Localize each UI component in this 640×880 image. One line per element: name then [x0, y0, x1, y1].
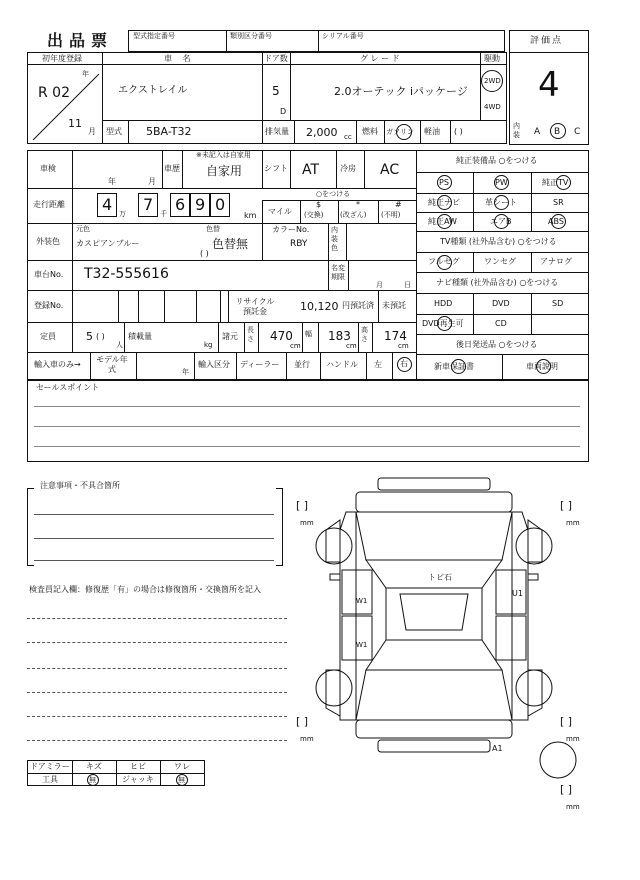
damage-mark-windshield: トビ石 — [428, 573, 452, 582]
car-name-label: 車 名 — [164, 54, 195, 63]
mileage-digit: 6 — [175, 195, 186, 214]
displacement-label: 排気量 — [265, 127, 289, 136]
repaint-label: 色替 — [206, 225, 220, 233]
mileage-label: 走行距離 — [33, 200, 65, 209]
chassis-label: 車台No. — [34, 270, 64, 279]
page-title: 出品票 — [47, 31, 114, 50]
car-diagram — [296, 470, 596, 800]
equip-tv: 純正TV — [542, 178, 569, 187]
registration-era: R 02 — [38, 85, 70, 101]
recycle-note: 円預託済 — [342, 301, 374, 310]
length-label: 長さ — [247, 326, 254, 343]
equip-pw: PW — [495, 178, 508, 187]
legend-cell: 無 — [89, 776, 96, 784]
exterior-color-label: 外装色 — [36, 237, 60, 246]
model-designation-label: 型式指定番号 — [133, 32, 175, 40]
import-label: 輸入車のみ→ — [34, 360, 81, 369]
tire-depth-rear-right: [ ] — [560, 715, 573, 728]
shift-value: AT — [302, 162, 320, 178]
mileage-opt-label: (交換) — [304, 211, 324, 219]
equip-navi: 純正ナビ — [428, 198, 460, 207]
legend-cell: 無 — [178, 776, 185, 784]
handle-right: 右 — [400, 359, 408, 368]
history-label: 車歴 — [164, 164, 180, 173]
length-value: 470 — [270, 329, 293, 343]
mileage-opt-symbol: # — [395, 200, 402, 209]
inspection-year-unit: 年 — [108, 177, 116, 186]
registration-month: 11 — [68, 117, 82, 130]
cooler-label: 冷房 — [340, 164, 356, 173]
load-label: 積載量 — [128, 332, 152, 341]
original-color-label: 元色 — [76, 225, 90, 233]
mileage-opt-symbol: * — [356, 200, 360, 209]
tire-depth-rear-left: [ ] — [296, 715, 309, 728]
damage-mark-rear-bumper: A1 — [492, 744, 503, 753]
equip-abs: ABS — [548, 217, 564, 226]
light-oil-label: 軽油 — [424, 127, 440, 136]
length-cm: cm — [290, 342, 301, 350]
mileage-digit: 0 — [215, 195, 226, 214]
mileage-opt-label: (改ざん) — [340, 211, 367, 219]
mileage-km-unit: km — [244, 211, 257, 220]
equip-leather: 革シート — [485, 198, 517, 207]
first-registration-label: 初年度登録 — [42, 54, 82, 63]
width-cm: cm — [346, 342, 357, 350]
navi-hdd: HDD — [434, 299, 453, 308]
tv-oneseg: ワンセグ — [484, 257, 516, 266]
interior-grade-b: B — [554, 127, 561, 137]
later-manual: 車両説明 — [526, 362, 558, 371]
displacement-value: 2,000 — [306, 126, 338, 139]
equip-aw: 純正AW — [428, 217, 457, 226]
parallel-option: 並行 — [294, 360, 310, 369]
year-unit: 年 — [82, 70, 89, 78]
recycle-amount: 10,120 — [300, 300, 339, 313]
tv-fullseg: フルセグ — [428, 257, 460, 266]
model-value: 5BA-T32 — [146, 125, 192, 138]
tv-title: TV種類 (社外品含む) ○をつける — [440, 237, 557, 246]
width-label: 幅 — [305, 330, 312, 338]
height-cm: cm — [398, 342, 409, 350]
interior-label: 内装 — [513, 122, 520, 139]
sales-points-box — [27, 380, 589, 462]
grade-label: グ レ ー ド — [360, 54, 400, 63]
handle-label: ハンドル — [326, 360, 358, 369]
legend-cell: ジャッキ — [122, 775, 154, 784]
capacity-value: 5 — [86, 330, 93, 343]
legend-header: ワレ — [174, 762, 190, 771]
sales-points-label: セールスポイント — [36, 383, 100, 392]
door-count-label: ドア数 — [264, 54, 288, 63]
tire-depth-front-left: [ ] — [296, 499, 309, 512]
height-label: 高さ — [361, 326, 368, 343]
name-change-label: 名変期限 — [331, 264, 345, 281]
notes-bracket-right — [276, 488, 283, 566]
repaint-value: 色替無 — [212, 237, 249, 251]
mileage-opt-symbol: $ — [316, 200, 322, 209]
mileage-digit: 7 — [143, 195, 154, 214]
chassis-value: T32-555616 — [84, 266, 169, 282]
serial-number-label: シリアル番号 — [322, 32, 364, 40]
equip-ps: PS — [439, 178, 449, 187]
history-value: 自家用 — [206, 164, 243, 178]
navi-cd: CD — [495, 319, 507, 328]
height-value: 174 — [384, 329, 407, 343]
legend-header: ドアミラー — [30, 762, 70, 771]
legend-cell: 工具 — [42, 775, 58, 784]
damage-mark-right-front-door: U1 — [512, 589, 523, 598]
capacity-paren: ( ) — [96, 332, 105, 341]
kg-unit: kg — [204, 341, 213, 349]
later-warranty: 新車保証書 — [434, 362, 474, 371]
capacity-label: 定員 — [40, 332, 56, 341]
registration-label: 登録No. — [34, 301, 64, 310]
header-code-boxes — [128, 30, 505, 52]
mileage-digit: 9 — [195, 195, 206, 214]
shift-label: シフト — [264, 164, 288, 173]
inspection-label: 車検 — [40, 164, 56, 173]
legend-header: ヒビ — [130, 762, 146, 771]
model-label: 型式 — [106, 127, 122, 136]
recycle-label: リサイクル預託金 — [235, 297, 275, 316]
month-unit: 月 — [88, 127, 96, 136]
equip-airbag: エアB — [490, 217, 512, 226]
drive-2wd: 2WD — [484, 77, 501, 85]
legend-header: キズ — [86, 762, 102, 771]
tire-mm-unit: mm — [566, 735, 580, 743]
cooler-value: AC — [380, 162, 400, 178]
notes-bracket-left — [27, 488, 34, 566]
tire-depth-front-right: [ ] — [560, 499, 573, 512]
model-year-label: モデル年式 — [96, 355, 128, 374]
name-change-month: 月 — [376, 281, 383, 289]
fuel-other: ( ) — [454, 127, 463, 136]
damage-mark-left-rear-door: W1 — [356, 641, 368, 649]
tv-analog: アナログ — [540, 257, 572, 266]
mileage-opt-label: (不明) — [381, 211, 401, 219]
history-note: ※未記入は自家用 — [196, 151, 251, 159]
drive-label: 駆動 — [484, 54, 500, 63]
import-year-unit: 年 — [182, 368, 189, 376]
tire-mm-unit: mm — [566, 803, 580, 811]
fuel-label: 燃料 — [362, 127, 378, 136]
door-type: D — [280, 107, 287, 116]
color-no-label: カラーNo. — [272, 225, 310, 234]
navi-dvd-play: DVD再生可 — [422, 319, 464, 328]
recycle-unpaid: 未預託 — [382, 301, 406, 310]
dims-label: 諸元 — [222, 332, 238, 341]
interior-color-label: 内装色 — [331, 226, 338, 252]
tire-mm-unit: mm — [566, 519, 580, 527]
interior-grade-a: A — [534, 127, 541, 137]
mileage-digit: 4 — [102, 195, 113, 214]
fuel-value: ガソリン — [386, 128, 414, 136]
tire-depth-spare: [ ] — [560, 783, 573, 796]
category-number-label: 類別区分番号 — [230, 32, 272, 40]
inspector-label: 検査員記入欄：修復歴「有」の場合は修復箇所・交換箇所を記入 — [29, 585, 261, 594]
damage-mark-left-front-door: W1 — [356, 597, 368, 605]
name-change-day: 日 — [404, 281, 411, 289]
mileage-sen-unit: 千 — [160, 210, 167, 218]
drive-4wd: 4WD — [484, 103, 501, 111]
tire-mm-unit: mm — [300, 519, 314, 527]
car-name: エクストレイル — [118, 85, 188, 96]
tire-mm-unit: mm — [300, 735, 314, 743]
interior-grade-c: C — [574, 127, 581, 137]
repaint-paren: ( ) — [200, 249, 209, 258]
navi-dvd: DVD — [492, 299, 510, 308]
mileage-mile-label: マイル — [268, 207, 292, 216]
equipment-title: 純正装備品 ○をつける — [456, 156, 538, 165]
import-class-label: 輸入区分 — [198, 360, 230, 369]
equip-sr: SR — [553, 198, 564, 207]
width-value: 183 — [328, 329, 351, 343]
mileage-man-unit: 万 — [119, 210, 126, 218]
mileage-circle-note: ○をつける — [316, 190, 351, 198]
door-count: 5 — [272, 84, 280, 98]
navi-title: ナビ種類 (社外品含む) ○をつける — [436, 278, 559, 287]
grade-value: 2.0オーテック iパッケージ — [334, 85, 468, 98]
evaluation-score: 4 — [538, 65, 560, 105]
person-unit: 人 — [116, 341, 123, 349]
navi-sd: SD — [552, 299, 564, 308]
original-color: カスピアンブルー — [76, 239, 140, 248]
notes-label: 注意事項・不具合箇所 — [40, 481, 120, 490]
cc-unit: cc — [344, 133, 352, 141]
inspection-month-unit: 月 — [148, 177, 156, 186]
dealer-option: ディーラー — [240, 360, 280, 369]
later-title: 後日発送品 ○をつける — [456, 340, 538, 349]
color-no: RBY — [290, 239, 308, 249]
evaluation-label: 評価点 — [530, 36, 564, 46]
handle-left: 左 — [374, 360, 382, 369]
